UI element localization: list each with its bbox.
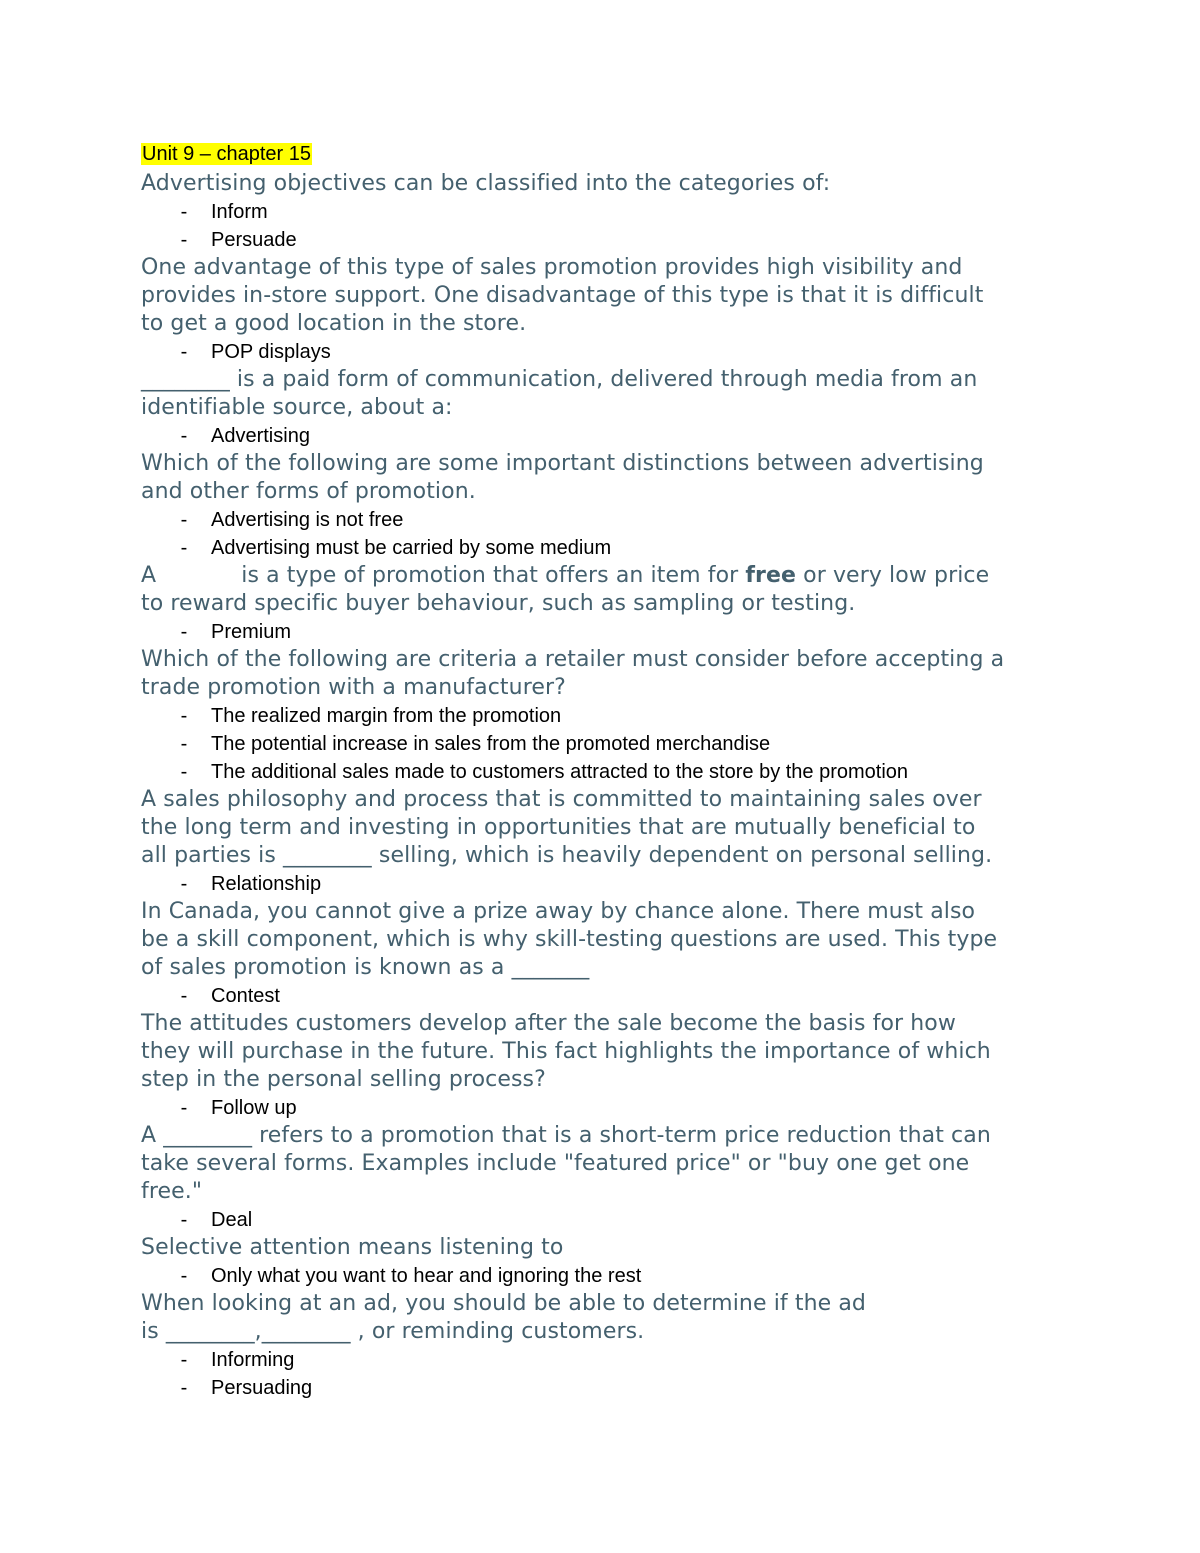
question-line: or very low price xyxy=(796,563,990,588)
bullet-dash: - xyxy=(180,705,188,727)
answer-item xyxy=(141,422,1101,450)
question-line: In Canada, you cannot give a prize away by chance alone. There must also xyxy=(141,899,976,924)
bullet-dash: - xyxy=(180,1265,188,1287)
answer-item xyxy=(141,226,1101,254)
document-page xyxy=(141,140,1101,1402)
question-text xyxy=(141,366,1101,422)
question-text xyxy=(141,1234,1101,1262)
bullet-dash: - xyxy=(180,733,188,755)
answer-item xyxy=(141,534,1101,562)
question-line: all parties is ________ selling, which is heavily dependent on personal selling. xyxy=(141,843,993,868)
answer-list xyxy=(141,702,1101,786)
answer-text: Persuade xyxy=(211,229,297,251)
question-text xyxy=(141,646,1101,702)
answer-list xyxy=(141,422,1101,450)
answer-item xyxy=(141,1374,1101,1402)
answer-list xyxy=(141,506,1101,562)
question-line: and other forms of promotion. xyxy=(141,479,476,504)
question-line: The attitudes customers develop after the sale become the basis for how xyxy=(141,1011,956,1036)
bullet-dash: - xyxy=(180,1209,188,1231)
answer-text: Persuading xyxy=(211,1377,313,1399)
answer-item xyxy=(141,338,1101,366)
question-line: to reward specific buyer behaviour, such as sampling or testing. xyxy=(141,591,856,616)
question-text xyxy=(141,898,1101,982)
bullet-dash: - xyxy=(180,1377,188,1399)
question-line: provides in-store support. One disadvantage of this type is that it is difficult xyxy=(141,283,984,308)
question-line: A sales philosophy and process that is committed to maintaining sales over xyxy=(141,787,982,812)
question-text xyxy=(141,254,1101,338)
answer-item xyxy=(141,198,1101,226)
bullet-dash: - xyxy=(180,621,188,643)
question-text xyxy=(141,450,1101,506)
question-line: When looking at an ad, you should be able to determine if the ad xyxy=(141,1291,866,1316)
question-line: take several forms. Examples include "featured price" or "buy one get one xyxy=(141,1151,970,1176)
question-text: Advertising objectives can be classified into the categories of: xyxy=(141,171,831,196)
answer-text: The potential increase in sales from the promoted merchandise xyxy=(211,733,771,755)
answer-text: Informing xyxy=(211,1349,295,1371)
bullet-dash: - xyxy=(180,985,188,1007)
answer-text: POP displays xyxy=(211,341,331,363)
bold-word: free xyxy=(745,563,797,588)
bullet-dash: - xyxy=(180,341,188,363)
question-line: ________ is a paid form of communication, delivered through media from an xyxy=(141,367,978,392)
bullet-dash: - xyxy=(180,761,188,783)
answer-text: Advertising xyxy=(211,425,310,447)
answer-list xyxy=(141,338,1101,366)
answer-item xyxy=(141,730,1101,758)
question-line: be a skill component, which is why skill-testing questions are used. This type xyxy=(141,927,998,952)
answer-list xyxy=(141,870,1101,898)
answer-item xyxy=(141,702,1101,730)
question-line: to get a good location in the store. xyxy=(141,311,527,336)
question-text xyxy=(141,1290,1101,1346)
question-text xyxy=(141,562,1101,618)
answer-text: Advertising must be carried by some medium xyxy=(211,537,612,559)
answer-list xyxy=(141,1206,1101,1234)
answer-item xyxy=(141,982,1101,1010)
answer-text: The additional sales made to customers attracted to the store by the promotion xyxy=(211,761,909,783)
answer-item xyxy=(141,1262,1101,1290)
question-line: One advantage of this type of sales promotion provides high visibility and xyxy=(141,255,963,280)
unit-heading xyxy=(141,140,1101,170)
bullet-dash: - xyxy=(180,1097,188,1119)
answer-text: Follow up xyxy=(211,1097,297,1119)
answer-text: Contest xyxy=(211,985,280,1007)
answer-list xyxy=(141,1094,1101,1122)
answer-list xyxy=(141,198,1101,254)
answer-item xyxy=(141,870,1101,898)
question-line: free." xyxy=(141,1179,203,1204)
answer-text: The realized margin from the promotion xyxy=(211,705,562,727)
question-text xyxy=(141,1122,1101,1206)
question-text xyxy=(141,786,1101,870)
answer-list xyxy=(141,1262,1101,1290)
question-line: A is a type of promotion that offers an item for xyxy=(141,563,746,588)
answer-list xyxy=(141,982,1101,1010)
answer-text: Advertising is not free xyxy=(211,509,404,531)
question-line: A ________ refers to a promotion that is a short-term price reduction that can xyxy=(141,1123,991,1148)
question-line: the long term and investing in opportunities that are mutually beneficial to xyxy=(141,815,976,840)
question-line: of sales promotion is known as a _______ xyxy=(141,955,590,980)
bullet-dash: - xyxy=(180,873,188,895)
answer-item xyxy=(141,506,1101,534)
question-text xyxy=(141,1010,1101,1094)
bullet-dash: - xyxy=(180,229,188,251)
answer-item xyxy=(141,618,1101,646)
answer-item xyxy=(141,1206,1101,1234)
question-line: is ________,________ , or reminding customers. xyxy=(141,1319,645,1344)
highlighted-title: Unit 9 – chapter 15 xyxy=(142,143,311,165)
bullet-dash: - xyxy=(180,201,188,223)
question-line: Which of the following are some important distinctions between advertising xyxy=(141,451,984,476)
bullet-dash: - xyxy=(180,509,188,531)
answer-list xyxy=(141,618,1101,646)
question-line: identifiable source, about a: xyxy=(141,395,453,420)
bullet-dash: - xyxy=(180,1349,188,1371)
answer-item xyxy=(141,1094,1101,1122)
question-line: they will purchase in the future. This fact highlights the importance of which xyxy=(141,1039,991,1064)
question-line: Which of the following are criteria a retailer must consider before accepting a xyxy=(141,647,1005,672)
answer-text: Inform xyxy=(211,201,268,223)
answer-text: Deal xyxy=(211,1209,253,1231)
answer-item xyxy=(141,1346,1101,1374)
bullet-dash: - xyxy=(180,537,188,559)
question-line: Selective attention means listening to xyxy=(141,1235,564,1260)
bullet-dash: - xyxy=(180,425,188,447)
answer-list xyxy=(141,1346,1101,1402)
question-line: trade promotion with a manufacturer? xyxy=(141,675,566,700)
answer-text: Relationship xyxy=(211,873,322,895)
question-line: step in the personal selling process? xyxy=(141,1067,546,1092)
answer-item xyxy=(141,758,1101,786)
answer-text: Only what you want to hear and ignoring the rest xyxy=(211,1265,642,1287)
answer-text: Premium xyxy=(211,621,292,643)
